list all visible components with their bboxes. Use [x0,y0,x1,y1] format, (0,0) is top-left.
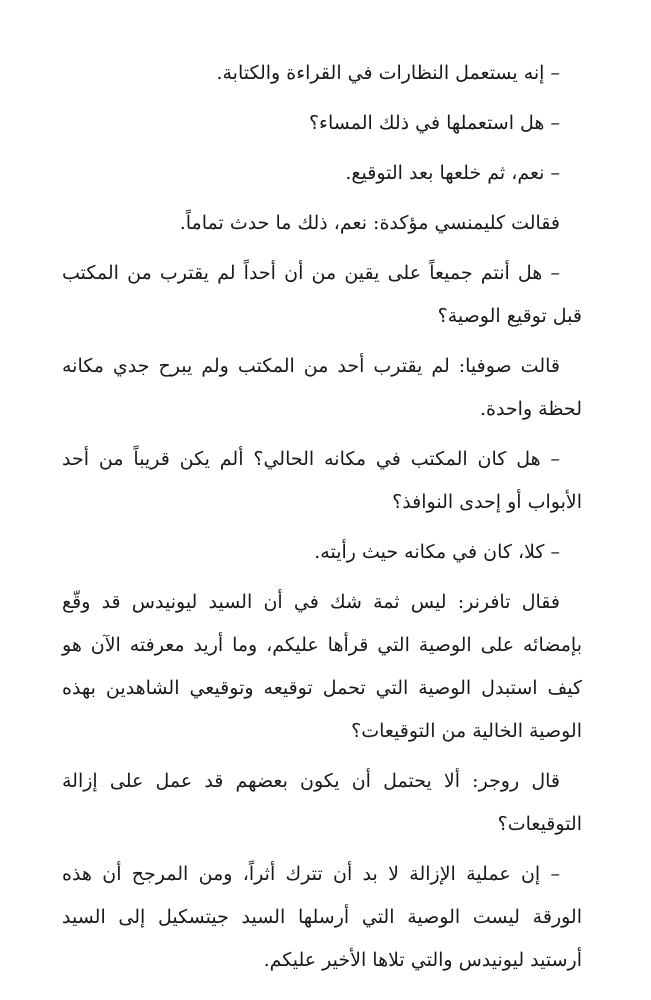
book-page [62,52,582,982]
narration-paragraph: قال روجر: ألا يحتمل أن يكون بعضهم قد عمل على إزالة التوقيعات؟ [62,770,582,835]
dialogue-line: – هل كان المكتب في مكانه الحالي؟ ألم يكن قريباً من أحد الأبواب أو إحدى النوافذ؟ [62,448,582,513]
dialogue-line: – نعم، ثم خلعها بعد التوقيع. [345,162,560,184]
dialogue-line: – هل أنتم جميعاً على يقين من أن أحداً لم يقترب من المكتب قبل توقيع الوصية؟ [62,262,582,327]
dialogue-line: – هل استعملها في ذلك المساء؟ [308,112,560,134]
narration-paragraph: فقال تافرنر: ليس ثمة شك في أن السيد ليونيدس قد وقّع بإمضائه على الوصية التي قرأها عليكم، وما أريد معرفته الآن هو كيف استبدل الوصية التي تحمل توقيعه وتوقيعي الشاهدين بهذه الوصية الخالية من التوقيعات؟ [62,591,582,742]
dialogue-line: – إنه يستعمل النظارات في القراءة والكتابة. [216,62,560,84]
narration-paragraph: فقالت كليمنسي مؤكدة: نعم، ذلك ما حدث تماماً. [179,212,560,234]
dialogue-line: – إن عملية الإزالة لا بد أن تترك أثراً، ومن المرجح أن هذه الورقة ليست الوصية التي أرسلها السيد جيتسكيل إلى السيد أرستيد ليونيدس والتي تلاها الأخير عليكم. [62,863,582,971]
narration-paragraph: قالت صوفيا: لم يقترب أحد من المكتب ولم يبرح جدي مكانه لحظة واحدة. [62,355,582,420]
dialogue-line: – كلا، كان في مكانه حيث رأيته. [314,541,560,563]
